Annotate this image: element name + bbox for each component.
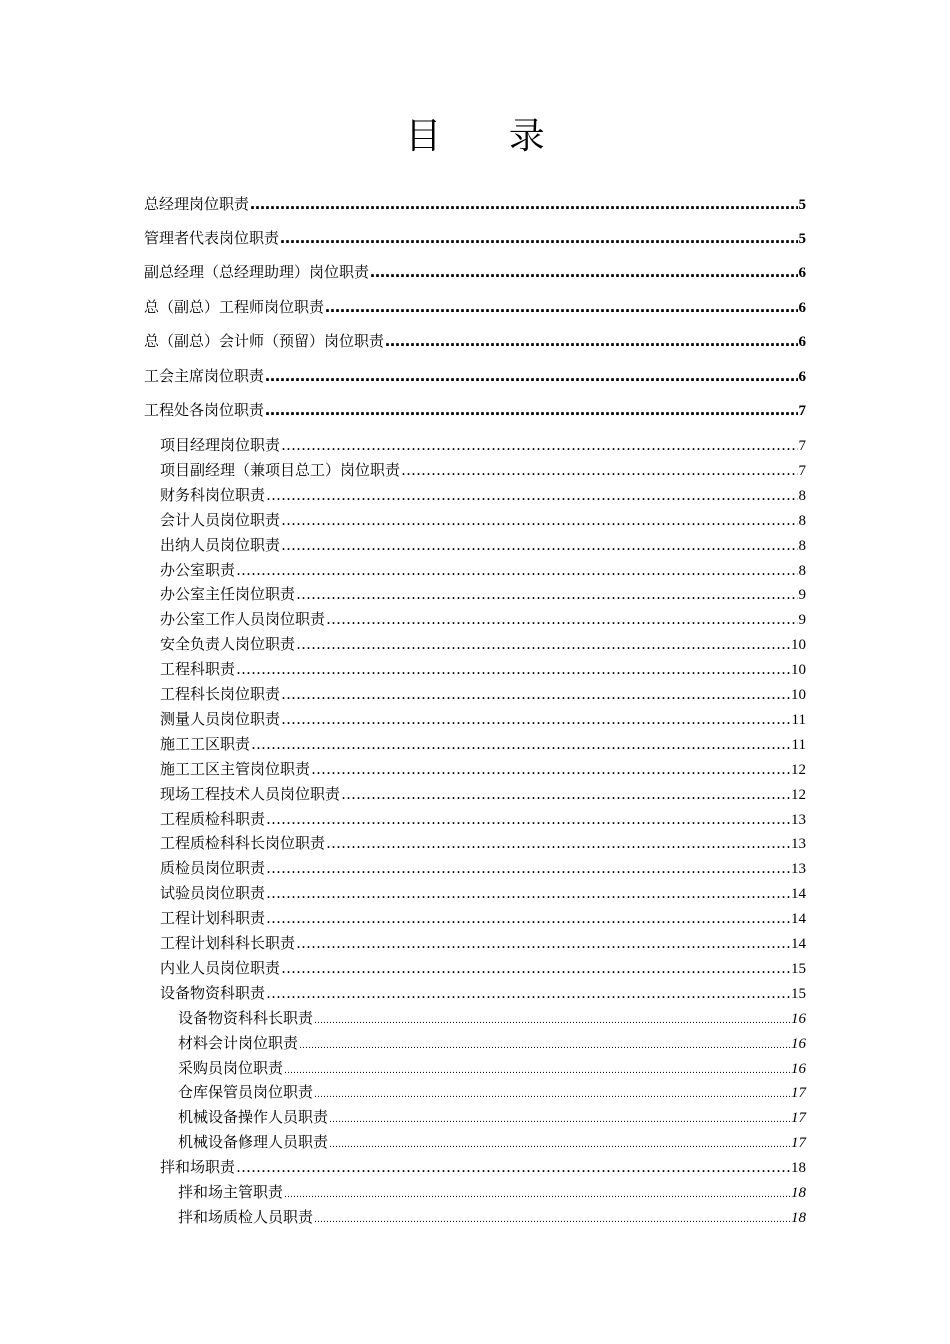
- toc-entry-label: 总经理岗位职责: [144, 195, 250, 213]
- toc-entry-label: 工程处各岗位职责: [144, 401, 265, 419]
- toc-entry-label: 办公室职责: [160, 560, 236, 579]
- toc-entry-page: 14: [791, 886, 806, 903]
- toc-leader-dots: [250, 195, 797, 213]
- toc-entry[interactable]: [160, 932, 806, 953]
- toc-entry-label: 测量人员岗位职责: [160, 709, 281, 728]
- toc-entry-page: 13: [791, 811, 806, 828]
- toc-entry[interactable]: [160, 907, 806, 928]
- toc-leader-dots: [385, 332, 797, 350]
- toc-entry-label: 试验员岗位职责: [160, 884, 266, 903]
- toc-entry-page: 10: [791, 687, 806, 703]
- toc-entry[interactable]: [144, 330, 806, 351]
- toc-leader-dots: [281, 536, 797, 554]
- toc-entry-label: 工程科职责: [160, 660, 236, 679]
- toc-entry-page: 6: [798, 334, 806, 350]
- toc-entry-label: 工程质检科职责: [160, 809, 266, 828]
- toc-entry[interactable]: [160, 733, 806, 754]
- toc-entry-label: 副总经理（总经理助理）岗位职责: [144, 263, 370, 281]
- toc-entry[interactable]: [160, 534, 806, 555]
- toc-entry-label: 办公室主任岗位职责: [160, 585, 296, 604]
- toc-entry-page: 8: [798, 562, 806, 579]
- toc-entry-label: 拌和场主管职责: [178, 1183, 284, 1201]
- toc-entry-page: 14: [791, 936, 806, 952]
- toc-entry[interactable]: [178, 1081, 806, 1102]
- toc-entry-page: 15: [791, 960, 806, 977]
- toc-entry[interactable]: [160, 683, 806, 704]
- toc-entry[interactable]: [178, 1057, 806, 1078]
- toc-entry-page: 10: [791, 637, 806, 654]
- toc-entry-label: 质检员岗位职责: [160, 859, 266, 878]
- toc-leader-dots: [266, 810, 790, 828]
- toc-leader-dots: [266, 909, 790, 927]
- toc-leader-dots: [265, 367, 797, 385]
- toc-entry-page: 13: [791, 861, 806, 878]
- toc-entry[interactable]: [144, 365, 806, 386]
- toc-title: 目 录: [405, 116, 573, 157]
- toc-entry-label: 施工工区职责: [160, 734, 251, 753]
- toc-leader-dots: [311, 760, 790, 778]
- toc-entry-page: 13: [791, 836, 806, 853]
- toc-entry-page: 7: [798, 403, 806, 419]
- toc-leader-dots: [251, 735, 791, 753]
- toc-entry[interactable]: [160, 758, 806, 779]
- toc-leader-dots: [325, 298, 797, 316]
- toc-entry-label: 项目副经理（兼项目总工）岗位职责: [160, 460, 401, 479]
- toc-entry-label: 设备物资科职责: [160, 983, 266, 1002]
- toc-entry-label: 机械设备修理人员职责: [178, 1133, 329, 1152]
- toc-entry[interactable]: [178, 1032, 806, 1053]
- toc-entry-label: 设备物资科科长职责: [178, 1008, 314, 1027]
- toc-entry[interactable]: [160, 708, 806, 729]
- toc-entry-label: 采购员岗位职责: [178, 1058, 284, 1077]
- toc-entry[interactable]: [144, 296, 806, 317]
- toc-leader-dots: [314, 1016, 790, 1026]
- toc-leader-dots: [314, 1215, 790, 1225]
- toc-leader-dots: [266, 859, 790, 877]
- toc-entry-page: 18: [791, 1185, 806, 1201]
- toc-leader-dots: [281, 511, 797, 529]
- toc-entry[interactable]: [160, 459, 806, 480]
- toc-leader-dots: [299, 1041, 790, 1051]
- toc-entry-label: 出纳人员岗位职责: [160, 535, 281, 554]
- toc-entry[interactable]: [144, 399, 806, 420]
- toc-leader-dots: [296, 934, 790, 952]
- toc-entry-page: 10: [791, 662, 806, 679]
- toc-entry-page: 8: [798, 537, 806, 554]
- toc-entry[interactable]: [160, 658, 806, 679]
- toc-entry-page: 8: [798, 487, 806, 504]
- toc-entry-page: 9: [798, 587, 806, 604]
- toc-entry-page: 18: [791, 1160, 806, 1177]
- toc-entry-page: 6: [798, 265, 806, 281]
- toc-entry-label: 工会主席岗位职责: [144, 367, 265, 385]
- toc-leader-dots: [370, 263, 797, 281]
- toc-entry[interactable]: [160, 982, 806, 1003]
- toc-entry-label: 安全负责人岗位职责: [160, 635, 296, 654]
- toc-leader-dots: [266, 984, 790, 1002]
- toc-entry[interactable]: [160, 633, 806, 654]
- toc-entry-label: 仓库保管员岗位职责: [178, 1083, 314, 1102]
- toc-entry-page: 7: [798, 438, 806, 454]
- toc-entry-page: 6: [798, 300, 806, 316]
- toc-entry[interactable]: [160, 583, 806, 604]
- toc-entry-page: 16: [791, 1060, 806, 1077]
- toc-entry-page: 7: [798, 462, 806, 479]
- toc-entry[interactable]: [178, 1131, 806, 1152]
- toc-leader-dots: [266, 486, 797, 504]
- toc-leader-dots: [280, 229, 797, 247]
- toc-leader-dots: [401, 461, 797, 479]
- toc-entry-label: 财务科岗位职责: [160, 485, 266, 504]
- toc-entry[interactable]: [160, 1156, 806, 1177]
- toc-entry[interactable]: [160, 434, 806, 455]
- toc-leader-dots: [281, 959, 790, 977]
- toc-entry-page: 6: [798, 369, 806, 385]
- toc-entry[interactable]: [160, 882, 806, 903]
- toc-entry-page: 12: [791, 786, 806, 803]
- toc-entry-page: 5: [798, 197, 806, 213]
- toc-leader-dots: [284, 1190, 790, 1200]
- toc-entry[interactable]: [178, 1106, 806, 1127]
- toc-entry[interactable]: [144, 193, 806, 214]
- toc-entry[interactable]: [178, 1181, 806, 1202]
- toc-leader-dots: [326, 834, 790, 852]
- toc-entry[interactable]: [160, 509, 806, 530]
- toc-leader-dots: [236, 1158, 790, 1176]
- toc-entry[interactable]: [160, 957, 806, 978]
- toc-entry-label: 现场工程技术人员岗位职责: [160, 784, 341, 803]
- toc-entry-label: 总（副总）工程师岗位职责: [144, 298, 325, 316]
- toc-entry-label: 材料会计岗位职责: [178, 1033, 299, 1052]
- toc-entry-page: 5: [798, 231, 806, 247]
- toc-leader-dots: [296, 585, 797, 603]
- toc-entry[interactable]: [178, 1206, 806, 1227]
- toc-entry[interactable]: [178, 1007, 806, 1028]
- toc-entry-page: 15: [791, 985, 806, 1002]
- toc-leader-dots: [266, 884, 790, 902]
- toc-leader-dots: [236, 660, 790, 678]
- toc-leader-dots: [265, 401, 797, 419]
- toc-entry-label: 机械设备操作人员职责: [178, 1108, 329, 1127]
- toc-entry-page: 11: [791, 736, 806, 753]
- toc-leader-dots: [326, 610, 797, 628]
- toc-entry-label: 拌和场质检人员职责: [178, 1207, 314, 1226]
- toc-entry-label: 总（副总）会计师（预留）岗位职责: [144, 332, 385, 350]
- toc-entry-label: 内业人员岗位职责: [160, 958, 281, 977]
- toc-entry-label: 工程计划科科长职责: [160, 934, 296, 952]
- toc-entry-label: 会计人员岗位职责: [160, 510, 281, 529]
- toc-entry-label: 施工工区主管岗位职责: [160, 759, 311, 778]
- toc-leader-dots: [314, 1090, 790, 1100]
- toc-leader-dots: [341, 785, 790, 803]
- toc-leader-dots: [281, 685, 790, 703]
- toc-entry-page: 17: [791, 1110, 806, 1127]
- toc-entry[interactable]: [160, 783, 806, 804]
- toc-entry-page: 16: [791, 1010, 806, 1027]
- toc-entry-label: 工程计划科职责: [160, 909, 266, 928]
- toc-leader-dots: [296, 635, 790, 653]
- toc-entry[interactable]: [160, 559, 806, 580]
- toc-entry-page: 16: [791, 1035, 806, 1052]
- toc-leader-dots: [329, 1140, 790, 1150]
- toc-entry[interactable]: [160, 484, 806, 505]
- toc-entry[interactable]: [160, 808, 806, 829]
- toc-entry-label: 管理者代表岗位职责: [144, 229, 280, 247]
- toc-entry-page: 9: [798, 612, 806, 629]
- toc-entry-label: 工程质检科科长岗位职责: [160, 834, 326, 853]
- toc-leader-dots: [329, 1115, 790, 1125]
- toc-entry-label: 工程科长岗位职责: [160, 685, 281, 703]
- toc-leader-dots: [281, 436, 797, 454]
- toc-entry-label: 拌和场职责: [160, 1158, 236, 1177]
- toc-entry-page: 8: [798, 512, 806, 529]
- toc-entry-page: 14: [791, 911, 806, 928]
- toc-entry[interactable]: [160, 832, 806, 853]
- toc-entry-label: 项目经理岗位职责: [160, 436, 281, 454]
- toc-entry-page: 18: [791, 1209, 806, 1226]
- toc-leader-dots: [281, 710, 791, 728]
- toc-entry-page: 17: [791, 1085, 806, 1102]
- toc-entry-label: 办公室工作人员岗位职责: [160, 610, 326, 629]
- toc-entry-page: 17: [791, 1135, 806, 1152]
- toc-entry-page: 11: [791, 711, 806, 728]
- toc-entry[interactable]: [144, 261, 806, 282]
- toc-leader-dots: [236, 561, 797, 579]
- toc-leader-dots: [284, 1066, 790, 1076]
- toc-entry[interactable]: [160, 857, 806, 878]
- toc-entry[interactable]: [144, 227, 806, 248]
- toc-entry[interactable]: [160, 608, 806, 629]
- toc-entry-page: 12: [791, 761, 806, 778]
